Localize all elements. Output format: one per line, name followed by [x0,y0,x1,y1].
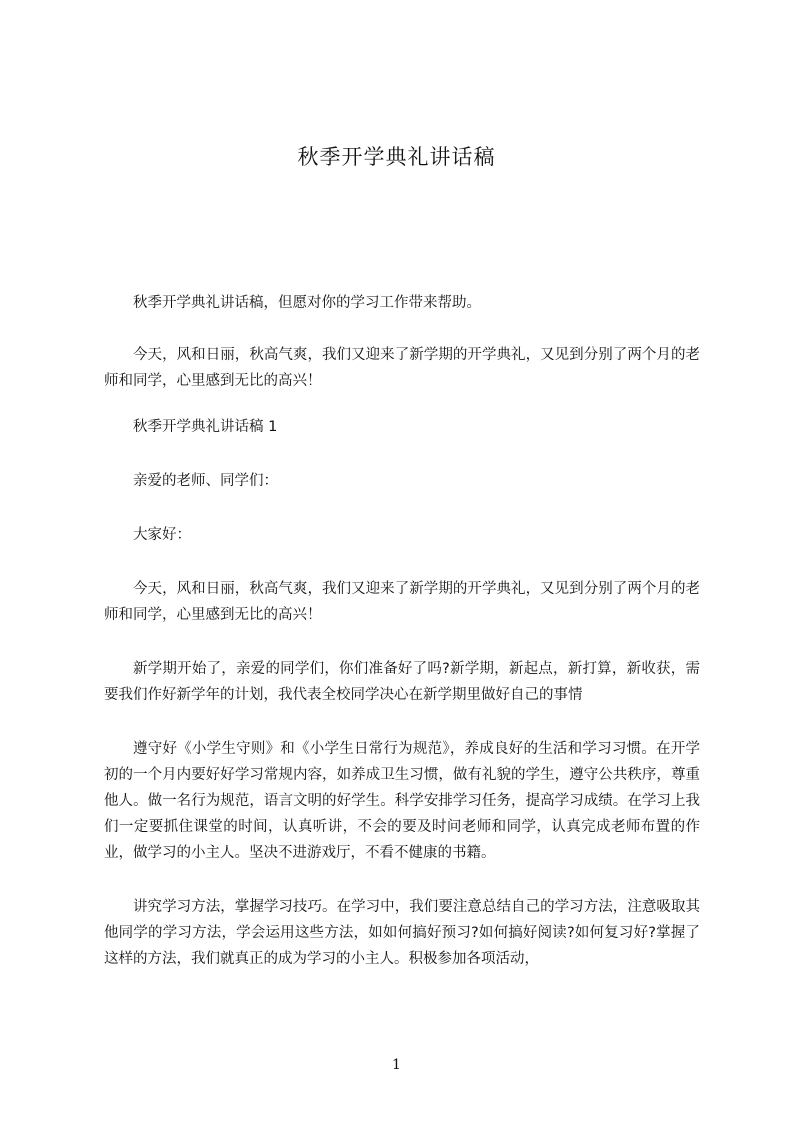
document-body [104,290,700,972]
paragraph-hello: 大家好： [133,527,191,543]
paragraph-new-semester: 新学期开始了，亲爱的同学们，你们准备好了吗?新学期，新起点，新打算，新收获，需要我们作好新学年的计划，我代表全校同学决心在新学期里做好自己的事情 [104,661,700,703]
paragraph-rules: 遵守好《小学生守则》和《小学生日常行为规范》，养成良好的生活和学习习惯。在开学初的一个月内要好好学习常规内容，如养成卫生习惯，做有礼貌的学生，遵守公共秩序，尊重他人。做一名行为规范，语言文明的好学生。科学安排学习任务，提高学习成绩。在学习上我们一定要抓住课堂的时间，认真听讲，不会的要及时问老师和同学，认真完成老师布置的作业，做学习的小主人。坚决不进游戏厅，不看不健康的书籍。 [104,741,700,861]
paragraph-weather: 今天，风和日丽，秋高气爽，我们又迎来了新学期的开学典礼，又见到分别了两个月的老师和同学，心里感到无比的高兴！ [104,581,700,623]
document-title: 秋季开学典礼讲话稿 [297,145,496,169]
paragraph-intro: 秋季开学典礼讲话稿，但愿对你的学习工作带来帮助。 [133,295,481,311]
paragraph-study-methods: 讲究学习方法，掌握学习技巧。在学习中，我们要注意总结自己的学习方法，注意吸取其他同学的学习方法，学会运用这些方法，如如何搞好预习?如何搞好阅读?如何复习好?掌握了这样的方法，我们就真正的成为学习的小主人。积极参加各项活动， [104,899,700,967]
paragraph-salutation: 亲爱的老师、同学们： [133,473,278,489]
paragraph-subtitle: 秋季开学典礼讲话稿 1 [133,419,278,435]
page-number: 1 [392,1057,401,1073]
paragraph-greeting-weather: 今天，风和日丽，秋高气爽，我们又迎来了新学期的开学典礼，又见到分别了两个月的老师和同学，心里感到无比的高兴！ [104,347,700,389]
